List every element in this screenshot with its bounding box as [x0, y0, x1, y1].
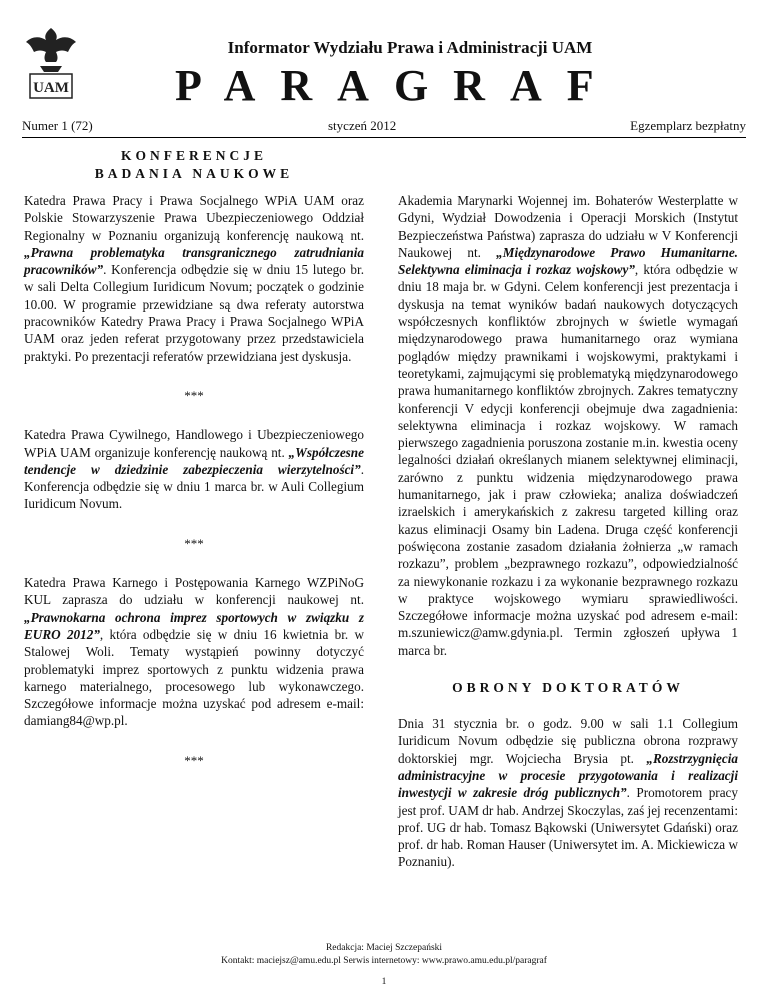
article-title: „Prawna problematyka transgranicznego zatrudniania pracowników” [24, 244, 364, 278]
article-title: „Prawnokarna ochrona imprez sportowych w związku z EURO 2012” [24, 609, 364, 642]
price-note: Egzemplarz bezpłatny [630, 118, 746, 133]
masthead: PARAGRAF [175, 61, 619, 110]
eagle-emblem-icon [22, 22, 80, 100]
university-logo [22, 22, 80, 100]
logo-text: UAM [33, 80, 69, 96]
section-title-line-1: KONFERENCJE [120, 148, 267, 163]
article-civil-law-conference: Katedra Prawa Cywilnego, Handlowego i Ubezpieczeniowego WPiA UAM organizuje konferencję naukową nt. „Współczesne tendencje w dziedzinie zabezpieczenia wierzytelności”. Konferencja odbędzie się w dniu 1 marca br. w Auli Collegium Iuridicum Novum. [24, 427, 364, 512]
separator: *** [184, 387, 204, 403]
issue-line [22, 118, 746, 134]
section-title-defenses: OBRONY DOKTORATÓW [452, 680, 684, 696]
issue-number: Numer 1 (72) [22, 118, 93, 133]
header-divider [22, 137, 746, 138]
left-column [24, 192, 364, 791]
article-title: „Międzynarodowe Prawo Humanitarne. Selektywna eliminacja i rozkaz wojskowy” [398, 244, 738, 278]
issue-date: styczeń 2012 [328, 118, 397, 133]
article-title: „Rozstrzygnięcia administracyjne w procesie przygotowania i realizacji inwestycji w zakresie dróg publicznych” [398, 750, 738, 801]
article-labour-law-conference: Katedra Prawa Pracy i Prawa Socjalnego WPiA UAM oraz Polskie Stowarzyszenie Prawa Ubezpieczeniowego Oddział Regionalny w Poznaniu organizują konferencję naukową nt. „Prawna problematyka transgranicznego zatrudniania pracowników”. Konferencja odbędzie się w dniu 15 lutego br. w sali Delta Collegium Iuridicum Novum; początek o godzinie 10.00. W programie przewidziane są dwa referaty autorstwa pracowników Katedry Prawa Pracy i Prawa Socjalnego WPiA UAM oraz jeden referat przygotowany przez przedstawiciela praktyki. Po prezentacji referatów przewidziana jest dyskusja. [24, 193, 364, 364]
publication-title: Informator Wydziału Prawa i Administracji UAM [227, 38, 593, 57]
footer-contact: Kontakt: maciejsz@amu.edu.pl Serwis internetowy: www.prawo.amu.edu.pl/paragraf [221, 956, 547, 966]
footer-editor: Redakcja: Maciej Szczepański [325, 943, 443, 953]
article-humanitarian-law-conference: Akademia Marynarki Wojennej im. Bohaterów Westerplatte w Gdyni, Wydział Dowodzenia i Operacji Morskich (Instytut Bezpieczeństwa Państwa) zaprasza do udziału w V Konferencji Naukowej nt. „Międzynarodowe Prawo Humanitarne. Selektywna eliminacja i rozkaz wojskowy”, która odbędzie w dniu 18 maja br. w Gdyni. Celem konferencji jest prezentacja i dyskusja na temat wyników badań naukowych dotyczących współczesnych konfliktów zbrojnych w świetle wymagań międzynarodowego prawa humanitarnego oraz wymiana poglądów między prawnikami i wojskowymi, praktykami i teoretykami, zajmującymi się problematyką międzynarodowego prawa humanitarnego konfliktów zbrojnych. Zakres tematyczny konferencji V edycji konferencji obejmuje dwa zagadnienia: selektywna eliminacja i rozkaz wojskowy. W ramach pierwszego zagadnienia poruszona zostanie m.in. kwestia oceny legalności działań określanych mianem selektywnej eliminacji, zarówno z punktu widzenia międzynarodowego prawa humanitarnego, jak i praw człowieka; analiza doświadczeń izraelskich i amerykańskich z zakresu targeted killing oraz kazus eliminacji Osamy bin Ladena. Druga część konferencji poświęcona zostanie zasadom działania żołnierza „w ramach rozkazu”, problem „bezprawnego rozkazu”, odpowiedzialność za niewykonanie rozkazu i za wykonanie bezprawnego rozkazu w praktyce wojskowego wymiaru sprawiedliwości. Szczegółowe informacje można uzyskać pod adresem e-mail: m.szuniewicz@amw.gdynia.pl. Termin zgłoszeń upływa 1 marca br. [398, 193, 739, 658]
article-criminal-law-conference: Katedra Prawa Karnego i Postępowania Karnego WZPiNoG KUL zaprasza do udziału w konferencji naukowej nt. „Prawnokarna ochrona imprez sportowych w związku z EURO 2012”, która odbędzie się w dniu 16 kwietnia br. w Stalowej Woli. Tematy wystąpień powinny dotyczyć problematyki imprez sportowych z punktu widzenia prawa karnego materialnego, procesowego lub wykonawczego. Szczegółowe informacje można uzyskać pod adresem e-mail: damiang84@wp.pl. [24, 575, 364, 729]
section-title-line-2: BADANIA NAUKOWE [94, 166, 294, 181]
separator: *** [184, 752, 204, 768]
section-title-conferences [84, 147, 304, 183]
separator: *** [184, 535, 204, 551]
article-title: „Współczesne tendencje w dziedzinie zabezpieczenia wierzytelności” [24, 444, 364, 477]
right-column [398, 192, 738, 871]
article-doctoral-defense: Dnia 31 stycznia br. o godz. 9.00 w sali 1.1 Collegium Iuridicum Novum odbędzie się publiczna obrona rozprawy doktorskiej mgr. Wojciecha Brysia pt. „Rozstrzygnięcia administracyjne w procesie przygotowania i realizacji inwestycji w zakresie dróg publicznych”. Promotorem pracy jest prof. UAM dr hab. Andrzej Skoczylas, zaś jej recenzentami: prof. UG dr hab. Tomasz Bąkowski (Uniwersytet Gdański) oraz prof. dr hab. Roman Hauser (Uniwersytet im. A. Mickiewicza w Poznaniu). [398, 716, 738, 870]
page-number: 1 [381, 977, 387, 987]
